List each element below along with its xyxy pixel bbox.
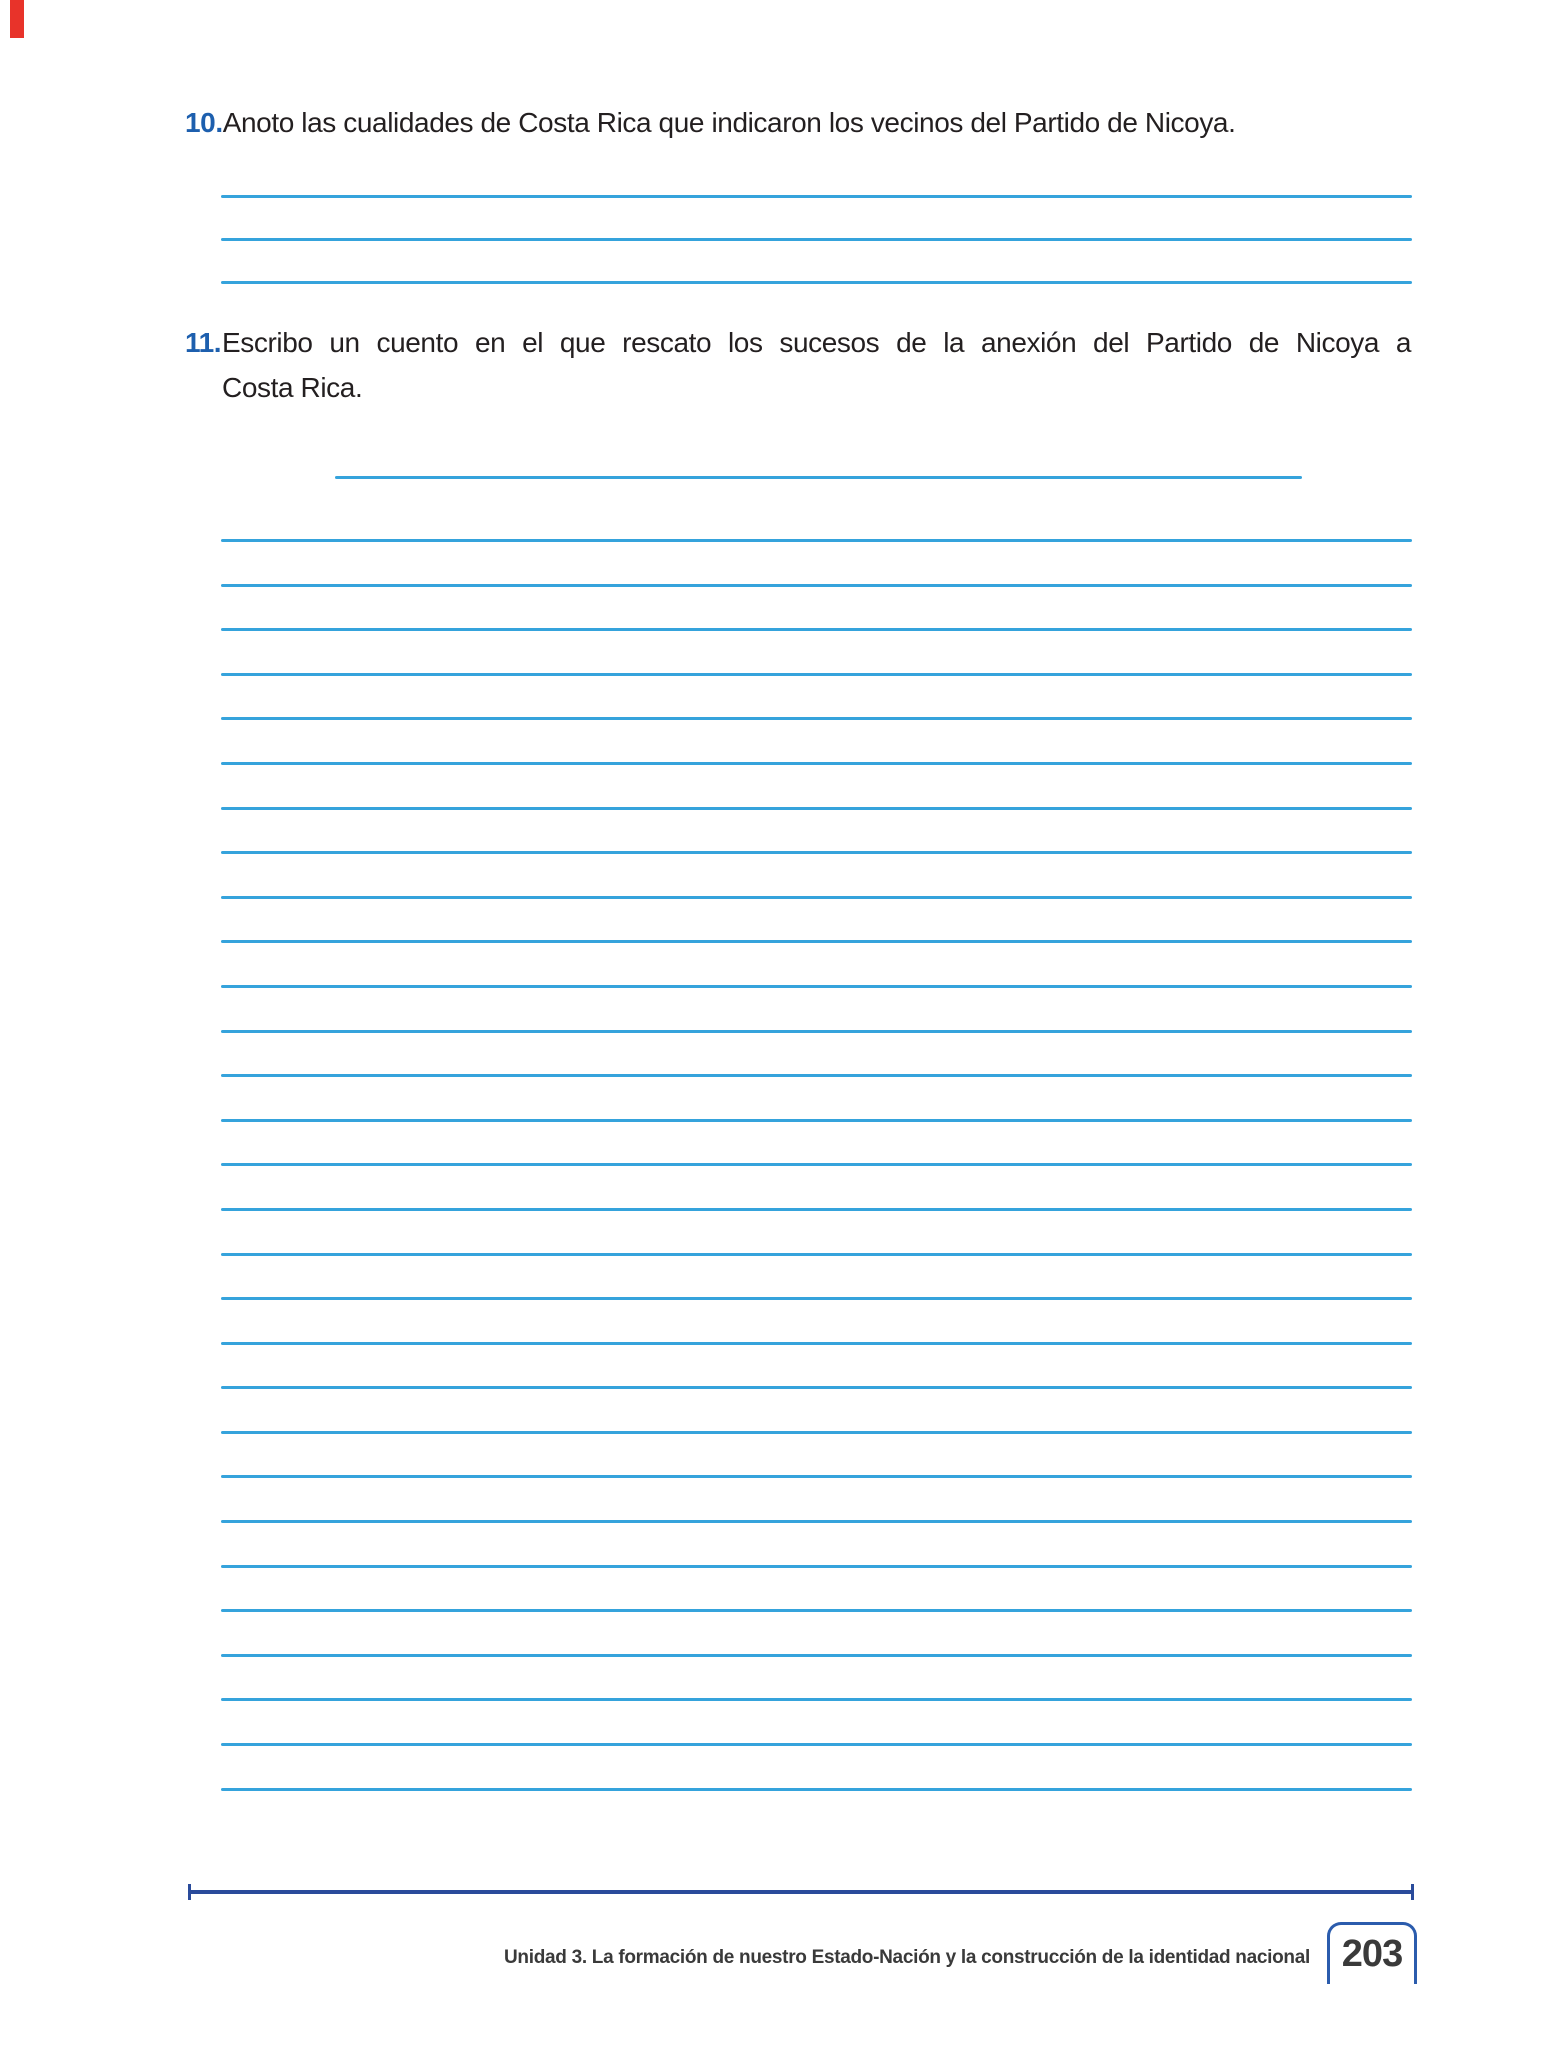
rule-line [221,628,1412,631]
rule-line [221,1342,1412,1345]
rule-line [221,985,1412,988]
exercise-11-number: 11. [185,327,222,358]
exercise-11-prompt-line1: Escribo un cuento en el que rescato los sucesos de la anexión del Partido de Nicoya a [222,327,1411,358]
answer-lines-10 [221,195,1412,324]
rule-line [221,1030,1412,1033]
rule-line [221,1253,1412,1256]
rule-line [221,851,1412,854]
rule-line [221,1163,1412,1166]
exercise-11 [185,320,1411,410]
rule-line [221,1119,1412,1122]
story-title-line [335,476,1302,479]
rule-line [221,1565,1412,1568]
exercise-10-number: 10. [185,107,223,138]
exercise-10-prompt: Anoto las cualidades de Costa Rica que indicaron los vecinos del Partido de Nicoya. [222,107,1236,138]
rule-line [221,1431,1412,1434]
exercise-11-prompt-line2: Costa Rica. [222,372,363,403]
footer-unit-text: Unidad 3. La formación de nuestro Estado-Nación y la construcción de la identidad nacional [504,1947,1310,1968]
rule-line [221,1520,1412,1523]
rule-line [221,1297,1412,1300]
rule-right-tick [1411,1884,1414,1900]
rule-line [221,1788,1412,1791]
rule-line [221,281,1412,284]
rule-line [221,1386,1412,1389]
writing-lines-11 [221,539,1412,1832]
rule-line [221,1074,1412,1077]
rule-line [221,673,1412,676]
rule-line [221,717,1412,720]
exercise-11-prompt [222,320,1411,410]
rule-line [221,807,1412,810]
page-number: 203 [1341,1933,1403,1975]
rule-line [221,238,1412,241]
unit-tab-marker [10,0,24,38]
exercise-10 [185,100,1295,145]
rule-line [221,762,1412,765]
rule-line [221,1609,1412,1612]
rule-line [221,1208,1412,1211]
rule-line [221,195,1412,198]
rule-line [221,1743,1412,1746]
page-number-box [1327,1922,1417,1984]
rule-line [221,584,1412,587]
rule-line [221,1475,1412,1478]
rule-line [221,539,1412,542]
footer-measure-rule [188,1890,1414,1894]
rule-line [221,940,1412,943]
rule-line [221,896,1412,899]
rule-line [221,1654,1412,1657]
rule-line [221,1698,1412,1701]
rule-left-tick [188,1884,191,1900]
